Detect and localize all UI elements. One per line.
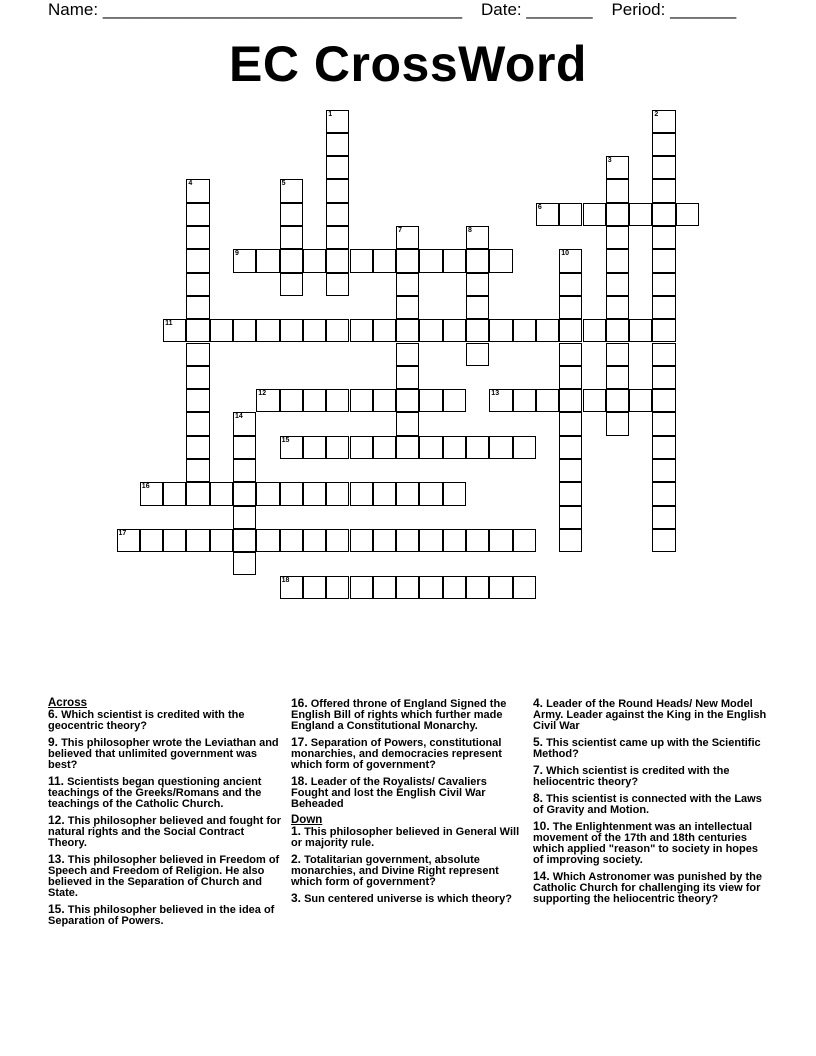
crossword-cell[interactable] [652,203,675,226]
crossword-cell[interactable] [396,436,419,459]
crossword-cell[interactable] [559,249,582,272]
crossword-cell[interactable] [186,203,209,226]
clue-down-8: 8. This scientist is connected with the Laws of Gravity and Motion. [533,791,762,816]
crossword-cell[interactable] [652,389,675,412]
clue-across-16: 16. Offered throne of England Signed the English Bill of rights which further made England a Constitutional Monarchy. [291,696,507,732]
crossword-cell[interactable] [652,156,675,179]
clue-number-label: 3 [607,157,612,165]
crossword-cell[interactable] [163,319,186,342]
clue-down-7: 7. Which scientist is credited with the heliocentric theory? [533,763,730,788]
clue-number-label: 9 [235,250,239,258]
crossword-cell[interactable] [326,133,349,156]
crossword-cell[interactable] [373,529,396,552]
clue-number-label: 1 [328,110,333,118]
crossword-cell[interactable] [559,343,582,366]
crossword-cell[interactable] [303,529,326,552]
crossword-cell[interactable] [326,482,349,505]
clue-number-label: 8 [468,227,472,234]
clue-across-9: 9. This philosopher wrote the Leviathan and believed that unlimited government was best? [48,735,279,771]
crossword-cell[interactable] [559,203,582,226]
crossword-cell[interactable] [419,436,442,459]
period-blank[interactable]: _______ [670,0,737,19]
crossword-cell[interactable] [606,226,629,249]
date-blank[interactable]: _______ [526,0,593,19]
crossword-cell[interactable] [373,482,396,505]
crossword-cell[interactable] [466,529,489,552]
crossword-cell[interactable] [652,506,675,529]
crossword-cell[interactable] [350,389,373,412]
clues-column-3 [533,698,768,910]
crossword-cell[interactable] [396,482,419,505]
crossword-cell[interactable] [210,319,233,342]
page-title: EC CrossWord [229,36,587,92]
clue-down-3: 3. Sun centered universe is which theory? [291,891,512,905]
crossword-cell[interactable] [303,482,326,505]
crossword-cell[interactable] [513,529,536,552]
clue-number-label: 18 [281,576,290,584]
crossword-cell[interactable] [186,296,209,319]
crossword-cell[interactable] [559,412,582,435]
crossword-cell[interactable] [186,226,209,249]
crossword-cell[interactable] [280,273,303,296]
crossword-cell[interactable] [396,366,419,389]
crossword-cell[interactable] [606,389,629,412]
crossword-cell[interactable] [652,249,675,272]
crossword-cell[interactable] [559,319,582,342]
crossword-cell[interactable] [466,576,489,599]
crossword-cell[interactable] [652,296,675,319]
crossword-cell[interactable] [489,529,512,552]
crossword-cell[interactable] [233,459,256,482]
clue-number-label: 15 [281,436,290,444]
crossword-cell[interactable] [350,529,373,552]
crossword-cell[interactable] [396,412,419,435]
crossword-cell[interactable] [303,436,326,459]
crossword-cell[interactable] [466,319,489,342]
crossword-cell[interactable] [443,529,466,552]
crossword-cell[interactable] [326,249,349,272]
crossword-cell[interactable] [326,576,349,599]
clues-column-2 [291,698,526,910]
crossword-cell[interactable] [256,249,279,272]
crossword-cell[interactable] [256,389,279,412]
crossword-cell[interactable] [256,529,279,552]
crossword-cell[interactable] [559,459,582,482]
crossword-cell[interactable] [559,436,582,459]
crossword-cell[interactable] [373,319,396,342]
name-blank[interactable]: ______________________________________ [102,0,463,19]
crossword-cell[interactable] [186,179,209,202]
clue-across-6: 6. Which scientist is credited with the geocentric theory? [48,707,245,732]
crossword-cell[interactable] [233,319,256,342]
clue-down-5: 5. This scientist came up with the Scientific Method? [533,735,761,760]
clue-number-label: 16 [141,483,150,491]
crossword-cell[interactable] [513,319,536,342]
crossword-cell[interactable] [280,249,303,272]
crossword-cell[interactable] [606,412,629,435]
clue-down-1: 1. This philosopher believed in General Will or majority rule. [291,824,520,849]
crossword-cell[interactable] [256,319,279,342]
crossword-cell[interactable] [513,389,536,412]
crossword-cell[interactable] [140,529,163,552]
crossword-cell[interactable] [489,319,512,342]
crossword-cell[interactable] [303,576,326,599]
crossword-cell[interactable] [280,179,303,202]
crossword-cell[interactable] [652,319,675,342]
across-heading: Across [48,697,87,709]
crossword-cell[interactable] [233,552,256,575]
crossword-cell[interactable] [396,576,419,599]
period-label: Period: [611,0,666,19]
crossword-cell[interactable] [652,459,675,482]
crossword-cell[interactable] [652,133,675,156]
crossword-cell[interactable] [373,249,396,272]
crossword-cell[interactable] [326,156,349,179]
crossword-cell[interactable] [396,319,419,342]
crossword-cell[interactable] [396,249,419,272]
crossword-cell[interactable] [210,529,233,552]
clue-across-11: 11. Scientists began questioning ancient teachings of the Greeks/Romans and the teachings of the Catholic Church. [48,774,262,810]
crossword-cell[interactable] [186,389,209,412]
crossword-cell[interactable] [513,436,536,459]
crossword-cell[interactable] [583,203,606,226]
clue-across-18: 18. Leader of the Royalists/ Cavaliers Fought and lost the English Civil War Beheaded [291,774,487,810]
crossword-cell[interactable] [396,296,419,319]
crossword-cell[interactable] [466,296,489,319]
crossword-cell[interactable] [466,436,489,459]
crossword-cell[interactable] [396,226,419,249]
crossword-cell[interactable] [280,436,303,459]
crossword-cell[interactable] [676,203,699,226]
crossword-cell[interactable] [652,273,675,296]
crossword-cell[interactable] [303,319,326,342]
clue-down-2: 2. Totalitarian government, absolute monarchies, and Divine Right represent which form of government? [291,852,499,888]
crossword-cell[interactable] [186,343,209,366]
crossword-cell[interactable] [652,110,675,133]
crossword-cell[interactable] [140,482,163,505]
crossword-cell[interactable] [419,249,442,272]
clue-number-label: 14 [235,413,243,421]
crossword-cell[interactable] [652,343,675,366]
crossword-cell[interactable] [606,156,629,179]
crossword-cell[interactable] [326,179,349,202]
crossword-cell[interactable] [419,576,442,599]
crossword-cell[interactable] [186,319,209,342]
crossword-cell[interactable] [536,319,559,342]
crossword-cell[interactable] [396,529,419,552]
crossword-cell[interactable] [186,412,209,435]
crossword-cell[interactable] [396,343,419,366]
crossword-cell[interactable] [350,319,373,342]
crossword-cell[interactable] [303,389,326,412]
crossword-cell[interactable] [559,482,582,505]
crossword-cell[interactable] [396,273,419,296]
crossword-cell[interactable] [466,249,489,272]
crossword-cell[interactable] [652,412,675,435]
crossword-cell[interactable] [606,319,629,342]
crossword-cell[interactable] [419,482,442,505]
crossword-cell[interactable] [419,319,442,342]
crossword-cell[interactable] [466,343,489,366]
crossword-cell[interactable] [186,366,209,389]
crossword-cell[interactable] [466,226,489,249]
date-label: Date: [481,0,522,19]
crossword-cell[interactable] [629,319,652,342]
crossword-cell[interactable] [489,389,512,412]
crossword-cell[interactable] [606,249,629,272]
name-label: Name: [48,0,99,19]
clue-number-label: 4 [188,180,193,188]
crossword-cell[interactable] [186,529,209,552]
crossword-cell[interactable] [326,529,349,552]
crossword-cell[interactable] [280,203,303,226]
crossword-cell[interactable] [326,273,349,296]
crossword-cell[interactable] [629,389,652,412]
crossword-cell[interactable] [443,389,466,412]
crossword-cell[interactable] [186,249,209,272]
crossword-cell[interactable] [466,273,489,296]
crossword-cell[interactable] [489,249,512,272]
crossword-cell[interactable] [163,482,186,505]
crossword-cell[interactable] [559,389,582,412]
crossword-cell[interactable] [280,482,303,505]
crossword-cell[interactable] [186,482,209,505]
crossword-cell[interactable] [186,459,209,482]
crossword-cell[interactable] [629,203,652,226]
clue-across-17: 17. Separation of Powers, constitutional monarchies, and democracies represent which form of government? [291,735,502,771]
crossword-cell[interactable] [233,529,256,552]
crossword-cell[interactable] [326,389,349,412]
crossword-cell[interactable] [559,506,582,529]
crossword-cell[interactable] [652,226,675,249]
crossword-cell[interactable] [280,226,303,249]
crossword-cell[interactable] [326,436,349,459]
clue-number-label: 11 [165,320,173,328]
crossword-cell[interactable] [419,529,442,552]
crossword-cell[interactable] [443,482,466,505]
clue-number-label: 6 [537,203,542,211]
clue-number-label: 10 [561,250,569,258]
crossword-cell[interactable] [559,529,582,552]
crossword-cell[interactable] [373,389,396,412]
down-heading: Down [291,814,323,826]
crossword-cell[interactable] [536,389,559,412]
crossword-cell[interactable] [233,436,256,459]
clue-number-label: 13 [491,390,500,398]
crossword-cell[interactable] [443,436,466,459]
clue-number-label: 7 [398,227,402,234]
crossword-cell[interactable] [280,319,303,342]
crossword-cell[interactable] [443,249,466,272]
crossword-cell[interactable] [117,529,140,552]
crossword-cell[interactable] [583,389,606,412]
clue-number-label: 17 [118,529,127,537]
crossword-cell[interactable] [373,436,396,459]
crossword-cell[interactable] [652,366,675,389]
crossword-cell[interactable] [396,389,419,412]
crossword-cell[interactable] [350,482,373,505]
crossword-cell[interactable] [233,482,256,505]
clue-down-10: 10. The Enlightenment was an intellectual movement of the 17th and 18th centuries which applied "reason" to society in hopes of improving society. [533,819,758,866]
crossword-cell[interactable] [303,249,326,272]
crossword-cell[interactable] [606,273,629,296]
crossword-cell[interactable] [350,576,373,599]
crossword-cell[interactable] [233,506,256,529]
crossword-cell[interactable] [350,249,373,272]
crossword-cell[interactable] [210,482,233,505]
crossword-cell[interactable] [513,576,536,599]
crossword-cell[interactable] [443,576,466,599]
crossword-cell[interactable] [326,110,349,133]
crossword-cell[interactable] [326,319,349,342]
clue-down-4: 4. Leader of the Round Heads/ New Model Army. Leader against the King in the English Civil War [533,696,767,732]
crossword-cell[interactable] [419,389,442,412]
crossword-cell[interactable] [652,529,675,552]
clue-down-14: 14. Which Astronomer was punished by the Catholic Church for challenging its view for supporting the heliocentric theory? [533,869,762,905]
crossword-cell[interactable] [583,319,606,342]
crossword-cell[interactable] [559,273,582,296]
crossword-cell[interactable] [606,203,629,226]
crossword-cell[interactable] [280,576,303,599]
crossword-cell[interactable] [606,179,629,202]
crossword-cell[interactable] [256,482,279,505]
crossword-cell[interactable] [489,576,512,599]
crossword-cell[interactable] [326,226,349,249]
crossword-cell[interactable] [443,319,466,342]
crossword-cell[interactable] [280,389,303,412]
crossword-cell[interactable] [350,436,373,459]
clue-number-label: 5 [281,180,286,188]
crossword-cell[interactable] [326,203,349,226]
clue-across-12: 12. This philosopher believed and fought for natural rights and the Social Contract Theory. [48,813,282,849]
crossword-cell[interactable] [186,436,209,459]
crossword-cell[interactable] [559,366,582,389]
crossword-cell[interactable] [536,203,559,226]
clue-number-label: 12 [258,390,267,398]
clue-number-label: 2 [654,110,659,118]
crossword-cell[interactable] [606,296,629,319]
crossword-cell[interactable] [489,436,512,459]
crossword-cell[interactable] [606,343,629,366]
crossword-cell[interactable] [280,529,303,552]
clues-column-1 [48,698,283,932]
crossword-cell[interactable] [652,179,675,202]
crossword-cell[interactable] [163,529,186,552]
crossword-cell[interactable] [233,412,256,435]
crossword-cell[interactable] [652,436,675,459]
crossword-cell[interactable] [652,482,675,505]
crossword-cell[interactable] [186,273,209,296]
crossword-cell[interactable] [606,366,629,389]
clue-across-13: 13. This philosopher believed in Freedom of Speech and Freedom of Religion. He also believed in the Separation of Church and State. [48,852,280,899]
clue-across-15: 15. This philosopher believed in the idea of Separation of Powers. [48,902,275,927]
crossword-cell[interactable] [233,249,256,272]
crossword-cell[interactable] [559,296,582,319]
crossword-cell[interactable] [373,576,396,599]
